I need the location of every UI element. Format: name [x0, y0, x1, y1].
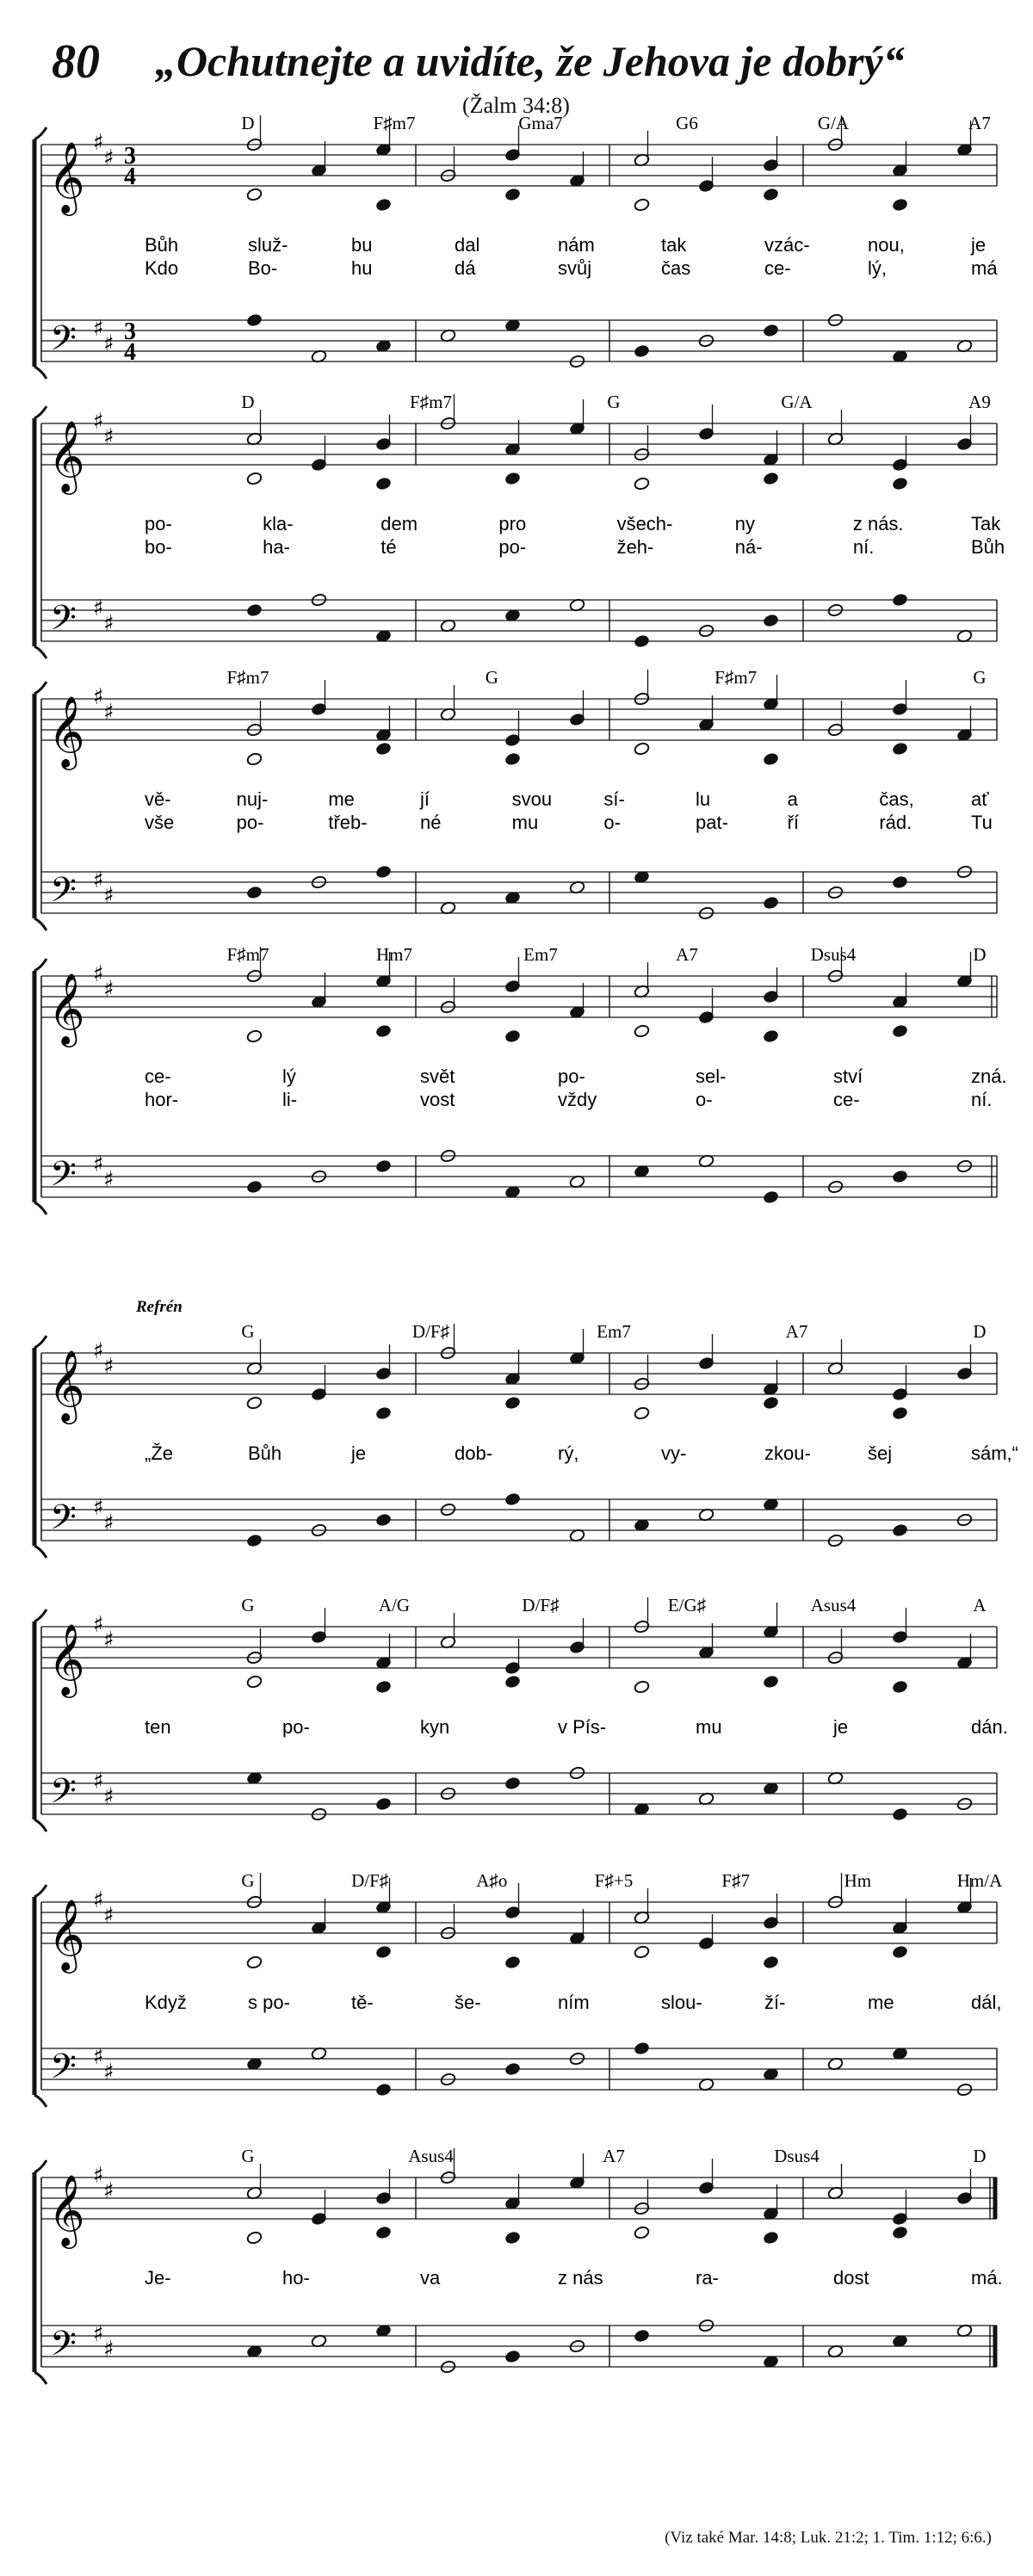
- system-7: [34, 1873, 997, 2107]
- sharp-icon: ♯: [93, 868, 104, 893]
- treble-clef-icon: 𝄞: [48, 2173, 85, 2246]
- chord-symbol: E/G♯: [667, 1595, 707, 1615]
- chord-symbol: A7: [968, 113, 991, 133]
- lyric-syllable: má: [971, 257, 998, 279]
- note-head: [634, 198, 650, 212]
- note-head: [246, 1955, 263, 1969]
- lyric-syllable: mu: [696, 1716, 722, 1738]
- lyric-syllable: po-: [558, 1066, 585, 1087]
- lyric-syllable: hor-: [145, 1089, 179, 1110]
- chord-symbol: F♯m7: [226, 944, 269, 965]
- lyric-syllable: je: [971, 234, 987, 256]
- sharp-icon: ♯: [103, 611, 114, 637]
- lyric-syllable: Bůh: [145, 234, 179, 256]
- bracket-hook-bottom: [34, 1546, 46, 1558]
- lyric-syllable: nuj-: [236, 788, 269, 810]
- lyric-syllable: zkou-: [764, 1442, 811, 1464]
- lyric-syllable: Tak: [971, 513, 1001, 534]
- lyric-syllable: dál,: [971, 1992, 1002, 2013]
- lyric-syllable: dost: [833, 2267, 869, 2289]
- chord-symbol: G: [607, 392, 621, 412]
- lyric-syllable: Bo-: [248, 257, 278, 279]
- lyric-syllable: slou-: [661, 1992, 702, 2013]
- lyric-syllable: o-: [696, 1089, 713, 1110]
- bracket-hook-top: [34, 127, 46, 139]
- note-head: [246, 1675, 263, 1689]
- note-head: [246, 1029, 263, 1043]
- lyric-syllable: me: [328, 788, 355, 810]
- lyric-syllable: třeb-: [328, 812, 368, 833]
- lyric-syllable: a: [787, 788, 798, 810]
- note-head: [246, 752, 263, 766]
- chord-symbol: D: [973, 2146, 987, 2166]
- note-head: [504, 752, 521, 766]
- chord-symbol: G: [241, 2146, 255, 2166]
- lyric-syllable: nám: [558, 234, 595, 256]
- note-head: [763, 472, 779, 485]
- lyric-syllable: ní.: [852, 536, 875, 558]
- sharp-icon: ♯: [93, 316, 104, 342]
- chord-symbol: D/F♯: [522, 1595, 560, 1615]
- bass-clef-icon: 𝄢: [50, 1771, 77, 1819]
- sharp-icon: ♯: [103, 1167, 114, 1193]
- lyric-syllable: dob-: [455, 1442, 493, 1464]
- sharp-icon: ♯: [103, 1628, 114, 1653]
- chord-symbol: A: [973, 1595, 987, 1615]
- lyric-syllable: ten: [145, 1716, 171, 1738]
- chord-symbol: F♯m7: [714, 667, 758, 688]
- lyric-syllable: vždy: [558, 1089, 597, 1110]
- lyric-syllable: v Pís-: [558, 1716, 607, 1738]
- lyric-syllable: dá: [455, 257, 476, 279]
- lyric-syllable: né: [420, 812, 442, 833]
- lyric-syllable: kla-: [263, 513, 294, 534]
- note-head: [246, 472, 263, 485]
- lyric-syllable: sí-: [603, 788, 625, 810]
- sharp-icon: ♯: [103, 1784, 114, 1810]
- note-head: [892, 1024, 908, 1038]
- note-head: [892, 1945, 908, 1959]
- lyric-syllable: dal: [455, 234, 480, 256]
- lyric-syllable: „Že: [145, 1442, 173, 1464]
- bracket-hook-bottom: [34, 646, 46, 658]
- lyric-syllable: ať: [971, 788, 989, 810]
- note-head: [634, 1680, 650, 1694]
- bass-staff: [41, 2048, 997, 2090]
- lyric-syllable: po-: [282, 1716, 310, 1738]
- sharp-icon: ♯: [93, 684, 104, 710]
- chord-symbol: F♯+5: [594, 1870, 634, 1891]
- note-head: [246, 2231, 263, 2245]
- treble-clef-icon: 𝄞: [48, 140, 85, 213]
- time-signature-top: 3: [124, 143, 136, 170]
- chord-symbol: F♯7: [721, 1870, 751, 1891]
- bass-staff: [41, 600, 997, 641]
- chord-symbol: Dsus4: [810, 944, 857, 965]
- note-head: [504, 188, 521, 201]
- lyric-syllable: vě-: [145, 788, 171, 810]
- lyric-syllable: Když: [145, 1992, 187, 2013]
- lyric-syllable: ce-: [764, 257, 791, 279]
- sharp-icon: ♯: [93, 596, 104, 621]
- sharp-icon: ♯: [103, 1510, 114, 1536]
- lyric-syllable: ra-: [696, 2267, 719, 2289]
- chord-symbol: Em7: [597, 1321, 631, 1342]
- chord-symbol: A9: [968, 392, 991, 412]
- lyric-syllable: svou: [511, 788, 553, 810]
- lyric-syllable: ří: [787, 812, 800, 833]
- bass-clef-icon: 𝄢: [50, 318, 77, 367]
- sharp-icon: ♯: [93, 2163, 104, 2189]
- bass-clef-icon: 𝄢: [50, 598, 77, 646]
- treble-clef-icon: 𝄞: [48, 1349, 85, 1421]
- bracket-hook-top: [34, 1336, 46, 1348]
- chord-symbol: Asus4: [810, 1595, 857, 1615]
- chord-symbol: Gma7: [518, 113, 563, 133]
- lyric-syllable: je: [833, 1716, 849, 1738]
- chord-symbol: G/A: [781, 392, 813, 412]
- bass-staff: [41, 2326, 997, 2367]
- bracket-hook-bottom: [34, 2372, 46, 2384]
- lyric-syllable: všech-: [616, 513, 673, 534]
- bass-clef-icon: 𝄢: [50, 870, 77, 918]
- lyric-syllable: té: [380, 536, 397, 558]
- chord-symbol: D: [973, 944, 987, 965]
- song-title: „Ochutnejte a uvidíte, že Jehova je dobrý“: [155, 37, 905, 85]
- lyric-syllable: me: [868, 1992, 894, 2013]
- lyric-syllable: li-: [282, 1089, 298, 1110]
- lyric-syllable: hu: [351, 257, 373, 279]
- note-head: [763, 2231, 779, 2245]
- lyric-syllable: je: [351, 1442, 367, 1464]
- chord-symbol: A7: [785, 1321, 808, 1342]
- chord-symbol: A♯o: [476, 1870, 508, 1891]
- bass-clef-icon: 𝄢: [50, 2047, 77, 2095]
- sharp-icon: ♯: [103, 1903, 114, 1929]
- sharp-icon: ♯: [93, 1612, 104, 1638]
- scripture-reference: (Žalm 34:8): [462, 93, 570, 118]
- lyric-syllable: sám,“: [971, 1442, 1018, 1464]
- lyric-syllable: pro: [498, 513, 527, 534]
- chord-symbol: Em7: [523, 944, 558, 965]
- note-head: [375, 198, 392, 212]
- sharp-icon: ♯: [103, 883, 114, 909]
- note-head: [892, 198, 908, 212]
- chord-symbol: D/F♯: [411, 1321, 450, 1342]
- note-head: [763, 1396, 779, 1410]
- song-number: 80: [52, 35, 100, 89]
- note-head: [246, 188, 263, 201]
- chord-symbol: D: [973, 1321, 987, 1342]
- note-head: [892, 1406, 908, 1420]
- note-head: [504, 2231, 521, 2245]
- note-head: [375, 742, 392, 756]
- note-head: [504, 1029, 521, 1043]
- sharp-icon: ♯: [103, 2337, 114, 2363]
- lyric-syllable: svůj: [558, 257, 592, 279]
- lyric-syllable: vše: [145, 812, 175, 833]
- treble-clef-icon: 𝄞: [48, 1898, 85, 1970]
- note-head: [375, 477, 392, 491]
- sharp-icon: ♯: [93, 130, 104, 156]
- lyric-syllable: lý,: [868, 257, 887, 279]
- note-head: [763, 1675, 779, 1689]
- chord-symbol: F♯m7: [373, 113, 416, 133]
- note-head: [892, 1680, 908, 1694]
- lyric-syllable: po-: [498, 536, 527, 558]
- lyric-syllable: mu: [511, 812, 539, 833]
- bracket-hook-top: [34, 682, 46, 694]
- treble-clef-icon: 𝄞: [48, 972, 85, 1044]
- lyric-syllable: bu: [351, 234, 373, 256]
- bass-staff: [41, 1773, 997, 1814]
- lyric-syllable: dán.: [971, 1716, 1008, 1738]
- lyric-syllable: s po-: [248, 1992, 290, 2013]
- lyric-syllable: ce-: [145, 1066, 171, 1087]
- chord-symbol: Hm: [844, 1870, 872, 1891]
- lyric-syllable: služ-: [248, 234, 288, 256]
- time-signature-top: 3: [124, 318, 136, 345]
- lyric-syllable: ná-: [734, 536, 763, 558]
- note-head: [504, 1396, 521, 1410]
- sharp-icon: ♯: [93, 2044, 104, 2070]
- lyric-syllable: nou,: [868, 234, 905, 256]
- lyric-syllable: rád.: [879, 812, 912, 833]
- system-5: [34, 1324, 997, 1558]
- note-head: [504, 472, 521, 485]
- chord-symbol: A7: [676, 944, 698, 965]
- note-head: [375, 1406, 392, 1420]
- sharp-icon: ♯: [93, 1887, 104, 1913]
- lyric-syllable: pat-: [696, 812, 728, 833]
- time-signature-bottom: 4: [124, 339, 136, 366]
- bracket-hook-top: [34, 406, 46, 418]
- note-head: [634, 1024, 650, 1038]
- chord-symbol: G: [241, 1870, 255, 1891]
- note-head: [634, 2226, 650, 2239]
- lyric-syllable: ží-: [764, 1992, 786, 2013]
- chord-symbol: A7: [603, 2146, 625, 2166]
- lyric-syllable: čas,: [879, 788, 914, 810]
- lyric-syllable: ce-: [833, 1089, 860, 1110]
- lyric-syllable: še-: [455, 1992, 481, 2013]
- lyric-syllable: ní.: [971, 1089, 993, 1110]
- lyric-syllable: va: [420, 2267, 441, 2289]
- lyric-syllable: zná.: [971, 1066, 1007, 1087]
- lyric-syllable: vy-: [661, 1442, 687, 1464]
- treble-clef-icon: 𝄞: [48, 1622, 85, 1695]
- system-6: [34, 1597, 997, 1832]
- lyric-syllable: Je-: [145, 2267, 171, 2289]
- lyric-syllable: bo-: [145, 536, 172, 558]
- sharp-icon: ♯: [93, 1152, 104, 1177]
- chord-symbol: D: [241, 113, 255, 133]
- lyric-syllable: ho-: [282, 2267, 310, 2289]
- note-head: [504, 1955, 521, 1969]
- note-head: [763, 188, 779, 201]
- note-head: [246, 1396, 263, 1410]
- refren-label: Refrén: [136, 1298, 182, 1316]
- chord-symbol: G/A: [817, 113, 850, 133]
- sharp-icon: ♯: [103, 331, 114, 357]
- sharp-icon: ♯: [93, 1495, 104, 1521]
- bass-clef-icon: 𝄢: [50, 2324, 77, 2372]
- lyric-syllable: čas: [661, 257, 691, 279]
- lyric-syllable: svět: [420, 1066, 455, 1087]
- lyric-syllable: šej: [868, 1442, 893, 1464]
- bracket-hook-top: [34, 1609, 46, 1622]
- note-head: [892, 742, 908, 756]
- lyric-syllable: dem: [380, 513, 418, 534]
- bass-clef-icon: 𝄢: [50, 1498, 77, 1546]
- chord-symbol: D/F♯: [351, 1870, 389, 1891]
- chord-symbol: Hm/A: [956, 1870, 1003, 1891]
- lyric-syllable: tě-: [351, 1992, 374, 2013]
- sharp-icon: ♯: [103, 2060, 114, 2085]
- bracket-hook-bottom: [34, 367, 46, 379]
- note-head: [634, 742, 650, 756]
- bass-staff: [41, 1499, 997, 1541]
- sharp-icon: ♯: [103, 145, 114, 171]
- note-head: [634, 477, 650, 491]
- chord-symbol: Dsus4: [774, 2146, 820, 2166]
- bracket-hook-top: [34, 1885, 46, 1897]
- bracket-hook-bottom: [34, 1202, 46, 1214]
- bracket-hook-top: [34, 2160, 46, 2172]
- lyric-syllable: ství: [833, 1066, 863, 1087]
- sharp-icon: ♯: [103, 424, 114, 450]
- note-head: [375, 2226, 392, 2239]
- bracket-hook-bottom: [34, 1819, 46, 1832]
- note-head: [763, 1029, 779, 1043]
- lyric-syllable: má.: [971, 2267, 1003, 2289]
- chord-symbol: F♯m7: [409, 392, 453, 412]
- note-head: [763, 1955, 779, 1969]
- footnote-references: (Viz také Mar. 14:8; Luk. 21:2; 1. Tim. 1:12; 6:6.): [665, 2529, 992, 2547]
- note-head: [504, 1675, 521, 1689]
- lyric-syllable: po-: [236, 812, 264, 833]
- lyric-syllable: jí: [420, 788, 430, 810]
- chord-symbol: G6: [676, 113, 698, 133]
- sharp-icon: ♯: [93, 409, 104, 435]
- sharp-icon: ♯: [93, 961, 104, 987]
- lyric-syllable: ha-: [263, 536, 290, 558]
- sharp-icon: ♯: [103, 1354, 114, 1380]
- lyric-syllable: rý,: [558, 1442, 579, 1464]
- note-head: [375, 1024, 392, 1038]
- lyric-syllable: ny: [734, 513, 755, 534]
- chord-symbol: D: [241, 392, 255, 412]
- chord-symbol: G: [241, 1321, 255, 1342]
- lyric-syllable: Kdo: [145, 257, 179, 279]
- bracket-hook-bottom: [34, 918, 46, 930]
- lyric-syllable: z nás: [558, 2267, 603, 2289]
- lyric-syllable: Tu: [971, 812, 993, 833]
- note-head: [892, 2226, 908, 2239]
- lyric-syllable: z nás.: [852, 513, 904, 534]
- note-head: [892, 477, 908, 491]
- chord-symbol: G: [485, 667, 498, 688]
- note-head: [634, 1406, 650, 1420]
- note-head: [375, 1680, 392, 1694]
- sharp-icon: ♯: [93, 1769, 104, 1795]
- lyric-syllable: sel-: [696, 1066, 727, 1087]
- sharp-icon: ♯: [93, 2321, 104, 2347]
- note-head: [375, 1945, 392, 1959]
- chord-symbol: G: [973, 667, 987, 688]
- lyric-syllable: Bůh: [971, 536, 1005, 558]
- lyric-syllable: Bůh: [248, 1442, 282, 1464]
- bass-clef-icon: 𝄢: [50, 1154, 77, 1202]
- note-head: [634, 1945, 650, 1959]
- treble-clef-icon: 𝄞: [48, 419, 85, 491]
- note-head: [763, 752, 779, 766]
- chord-symbol: Asus4: [408, 2146, 454, 2166]
- chord-symbol: F♯m7: [226, 667, 269, 688]
- lyric-syllable: po-: [145, 513, 172, 534]
- chord-symbol: Hm7: [376, 944, 412, 965]
- lyric-syllable: lu: [696, 788, 711, 810]
- lyric-syllable: vost: [420, 1089, 455, 1110]
- chord-symbol: G: [241, 1595, 255, 1615]
- treble-clef-icon: 𝄞: [48, 695, 85, 767]
- bass-staff: [41, 872, 997, 913]
- bracket-hook-bottom: [34, 2095, 46, 2107]
- bracket-hook-top: [34, 959, 46, 971]
- system-8: [34, 2148, 995, 2384]
- lyric-syllable: kyn: [420, 1716, 450, 1738]
- chord-symbol: A/G: [378, 1595, 411, 1615]
- sharp-icon: ♯: [103, 2178, 114, 2204]
- lyric-syllable: ním: [558, 1992, 590, 2013]
- sharp-icon: ♯: [103, 700, 114, 726]
- lyric-syllable: o-: [603, 812, 621, 833]
- sharp-icon: ♯: [93, 1338, 104, 1364]
- lyric-syllable: tak: [661, 234, 687, 256]
- time-signature-bottom: 4: [124, 164, 136, 190]
- lyric-syllable: žeh-: [616, 536, 654, 558]
- lyric-syllable: lý: [282, 1066, 296, 1087]
- sharp-icon: ♯: [103, 977, 114, 1003]
- lyric-syllable: vzác-: [764, 234, 810, 256]
